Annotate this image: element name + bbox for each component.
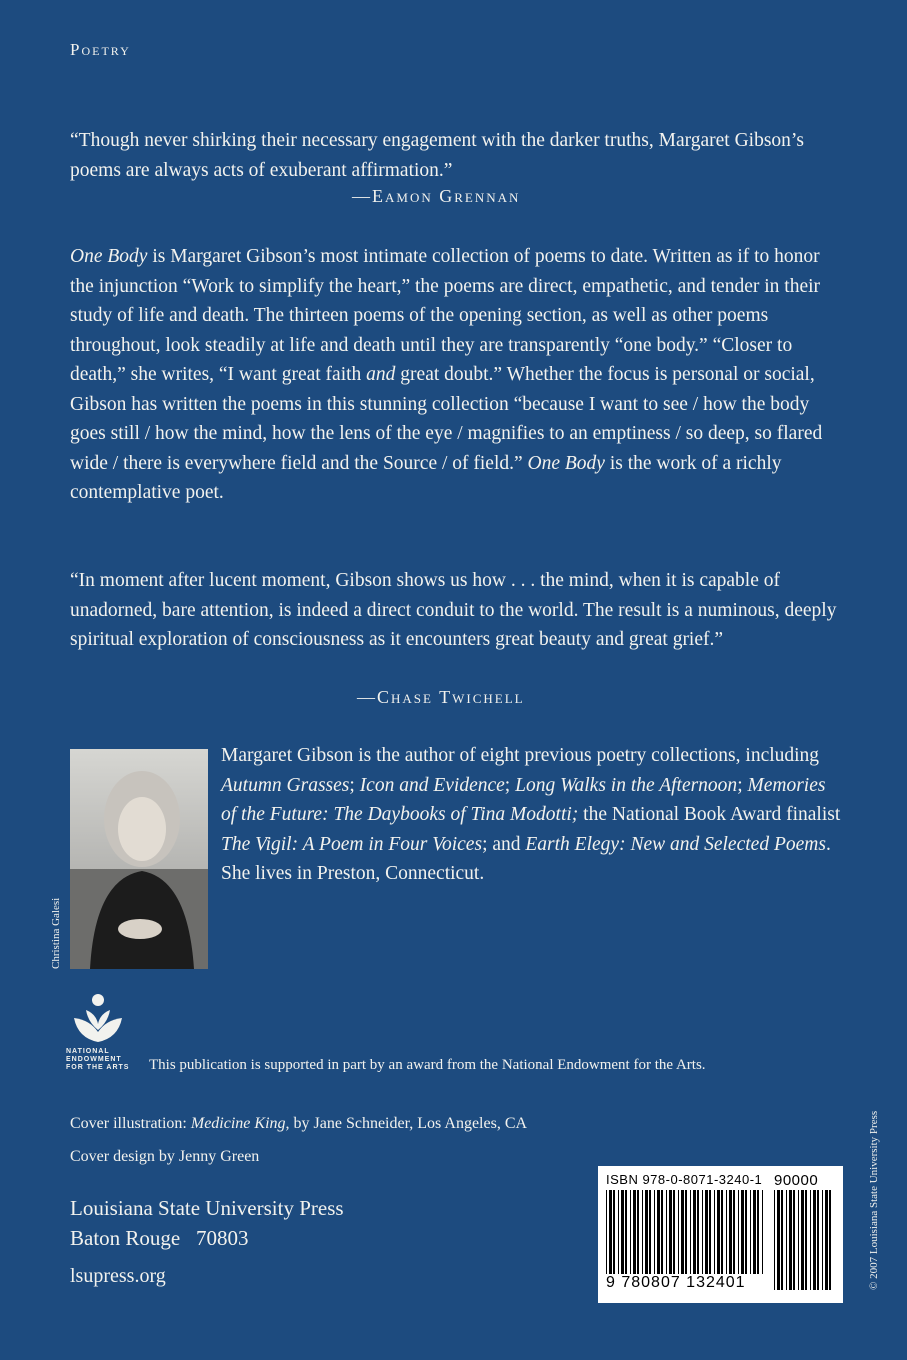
nea-logo-icon [68, 990, 128, 1049]
copyright-notice: © 2007 Louisiana State University Press [868, 1110, 880, 1290]
barcode-bar [726, 1190, 727, 1274]
barcode-bar [693, 1190, 696, 1274]
category-label: Poetry [70, 40, 131, 59]
barcode-bar [793, 1190, 795, 1290]
barcode-bar [630, 1190, 631, 1274]
barcode-bar [681, 1190, 684, 1274]
barcode-bar [789, 1190, 792, 1290]
bio-book-4: Memories of the Future: The Daybooks of Tina Modotti; [221, 774, 826, 825]
author-photo [70, 749, 208, 969]
bio-sep: ; [349, 774, 360, 796]
barcode-bar [801, 1190, 804, 1290]
author-bio [221, 741, 841, 889]
barcode-bar [753, 1190, 756, 1274]
isbn-barcode [598, 1166, 843, 1303]
barcode-bar [798, 1190, 799, 1290]
publisher-name: Louisiana State University Press [70, 1196, 344, 1220]
barcode-bar [618, 1190, 619, 1274]
quote-twichell: “In moment after lucent moment, Gibson shows us how . . . the mind, when it is capable of unadorned, bare attention, is indeed a direct conduit to the world. The result is a numinous, deeply spiritual exploration of consciousness as it encounters great beauty and great grief.” [70, 570, 837, 650]
barcode-bar [649, 1190, 651, 1274]
barcode-bar [781, 1190, 783, 1290]
quote-twichell-attribution: —Chase Twichell [357, 687, 525, 707]
barcode-bar [717, 1190, 720, 1274]
cover-design-credit: Cover design by Jenny Green [70, 1148, 260, 1165]
barcode-bar [829, 1190, 831, 1290]
publisher-website[interactable]: lsupress.org [70, 1265, 166, 1287]
barcode-bar [762, 1190, 763, 1274]
quote-grennan-attribution: —Eamon Grennan [352, 186, 521, 206]
barcode-bar [733, 1190, 735, 1274]
nea-logo-text: NATIONAL ENDOWMENT FOR THE ARTS [66, 1048, 130, 1071]
barcode-bar [625, 1190, 627, 1274]
barcode-digits: 9 780807 132401 [606, 1274, 746, 1291]
barcode-bar [654, 1190, 655, 1274]
barcode-bar [690, 1190, 691, 1274]
isbn-label: ISBN 978-0-8071-3240-1 [606, 1172, 763, 1187]
barcode-bar [741, 1190, 744, 1274]
book-title-italic-2: One Body [527, 452, 605, 474]
quote-grennan: “Though never shirking their necessary engagement with the darker truths, Margaret Gibson’s poems are always acts of exuberant affirmation.” [70, 130, 804, 181]
barcode-bar [822, 1190, 823, 1290]
barcode-bar [810, 1190, 811, 1290]
barcode-bar [637, 1190, 639, 1274]
barcode-bar [813, 1190, 816, 1290]
publisher-block [70, 1193, 344, 1253]
cover-illustration-suffix: , by Jane Schneider, Los Angeles, CA [285, 1115, 528, 1132]
barcode-bar [702, 1190, 703, 1274]
barcode-bar [642, 1190, 643, 1274]
publisher-city: Baton Rouge 70803 [70, 1226, 249, 1250]
barcode-bar [750, 1190, 751, 1274]
barcode-supplement-digits: 90000 [774, 1172, 819, 1189]
barcode-bar [657, 1190, 660, 1274]
barcode-bar [705, 1190, 708, 1274]
barcode-bar [613, 1190, 615, 1274]
barcode-bar [774, 1190, 775, 1290]
barcode-bar [661, 1190, 663, 1274]
cover-illustration-prefix: Cover illustration: [70, 1115, 191, 1132]
bio-book-5: The Vigil: A Poem in Four Voices [221, 833, 483, 855]
book-title-italic: One Body [70, 246, 148, 267]
barcode-bar [738, 1190, 739, 1274]
barcode-bar [714, 1190, 715, 1274]
barcode-bar [709, 1190, 711, 1274]
barcode-bar [669, 1190, 672, 1274]
barcode-bar [817, 1190, 819, 1290]
barcode-bar [606, 1190, 607, 1274]
barcode-bar [666, 1190, 667, 1274]
barcode-bar [786, 1190, 787, 1290]
description-and-italic: and [366, 364, 396, 385]
barcode-bar [825, 1190, 828, 1290]
barcode-bars [606, 1190, 766, 1274]
barcode-bar [621, 1190, 624, 1274]
barcode-bar [678, 1190, 679, 1274]
description-text-2: great doubt.” Whether the focus is personal or social, Gibson has written the poems in this stunning collection “because I want to see / how the body goes still / how the mind, how the lens of the eye / magnifies to an emptiness / so deep, so flared wide / there is everywhere field and the Source / of field.” [70, 364, 823, 474]
barcode-bar [697, 1190, 699, 1274]
description-text-3: is the work of a richly contemplative poet. [70, 452, 782, 503]
bio-sep: ; [737, 774, 748, 796]
barcode-bar [609, 1190, 612, 1274]
book-description [70, 242, 840, 508]
barcode-bar [633, 1190, 636, 1274]
barcode-bar [777, 1190, 780, 1290]
photo-credit: Christina Galesi [50, 897, 62, 969]
barcode-supplement-bars [774, 1190, 834, 1290]
cover-illustration-work: Medicine King [190, 1115, 286, 1132]
bio-mid: the National Book Award finalist [578, 804, 841, 825]
bio-book-3: Long Walks in the Afternoon [515, 774, 738, 796]
bio-book-2: Icon and Evidence [359, 774, 505, 796]
bio-book-1: Autumn Grasses [221, 774, 350, 796]
description-text-1: is Margaret Gibson’s most intimate collection of poems to date. Written as if to honor the injunction “Work to simplify the heart,” the poems are direct, empathetic, and tender in their study of life and death. The thirteen poems of the opening section, as well as other poems throughout, look steadily at life and death until they are transparently “one body.” “Closer to death,” she writes, “I want great faith [70, 246, 821, 385]
bio-intro: Margaret Gibson is the author of eight previous poetry collections, including [221, 745, 820, 766]
barcode-bar [721, 1190, 723, 1274]
cover-illustration-credit [70, 1115, 527, 1133]
barcode-bar [685, 1190, 687, 1274]
barcode-bar [673, 1190, 675, 1274]
barcode-bar [729, 1190, 732, 1274]
bio-outro: . She lives in Preston, Connecticut. [221, 833, 831, 884]
barcode-bar [805, 1190, 807, 1290]
bio-book-6: Earth Elegy: New and Selected Poems [525, 833, 826, 855]
nea-support-statement: This publication is supported in part by an award from the National Endowment for the Arts. [149, 1057, 706, 1073]
barcode-bar [745, 1190, 747, 1274]
bio-sep: ; [504, 774, 516, 796]
bio-sep: ; and [482, 833, 526, 855]
barcode-bar [645, 1190, 648, 1274]
barcode-bar [757, 1190, 759, 1274]
